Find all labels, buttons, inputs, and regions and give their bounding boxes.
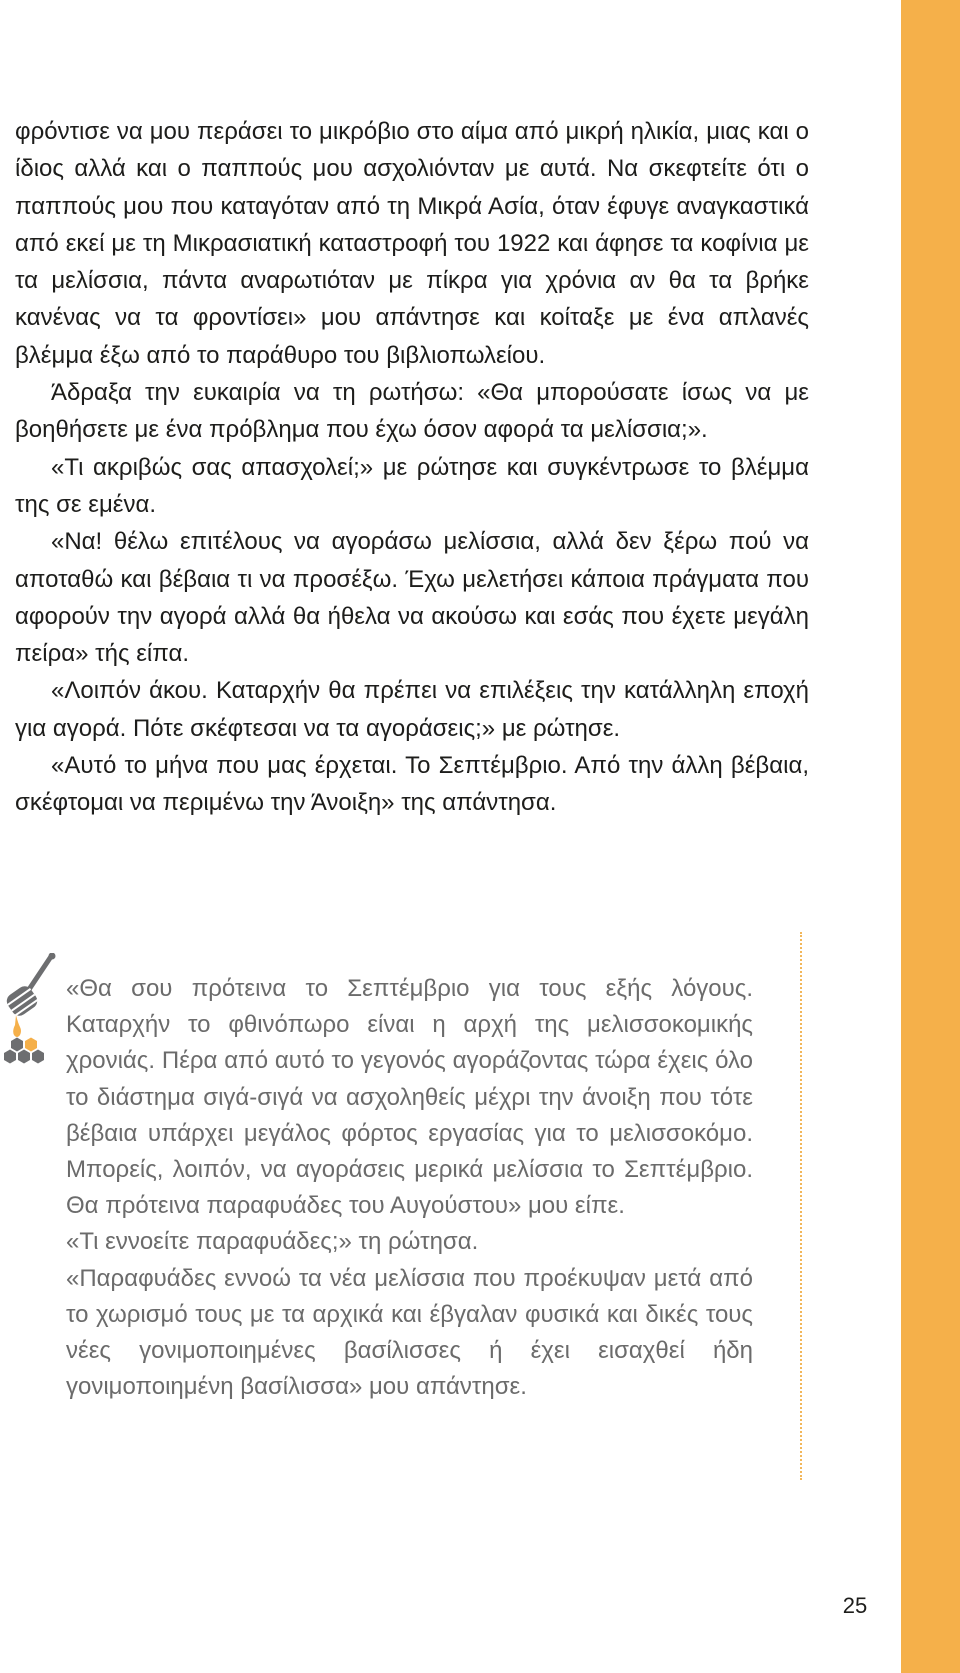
honey-drip xyxy=(13,1015,21,1037)
paragraph-dialogue: «Λοιπόν άκου. Καταρχήν θα πρέπει να επιλέξεις την κατάλληλη εποχή για αγορά. Πότε σκέφτεσαι να τα αγοράσεις;» με ρώτησε. xyxy=(15,677,809,742)
callout-text-block xyxy=(66,971,753,1405)
main-text-block xyxy=(15,113,809,822)
paragraph-dialogue: «Να! θέλω επιτέλους να αγοράσω μελίσσια, αλλά δεν ξέρω πού να αποταθώ και βέβαια τι να προσέξω. Έχω μελετήσει κάποια πράγματα που αφορούν την αγορά αλλά θα ήθελα να ακούσω και εσάς που έχετε μεγάλη πείρα» τής είπα. xyxy=(15,528,809,668)
paragraph-dialogue: Άδραξα την ευκαιρία να τη ρωτήσω: «Θα μπορούσατε ίσως να με βοηθήσετε με ένα πρόβλημα που έχω όσον αφορά τα μελίσσια;». xyxy=(15,379,809,444)
honeycomb-cells xyxy=(4,1038,44,1064)
paragraph-dialogue: «Τι ακριβώς σας απασχολεί;» με ρώτησε και συγκέντρωσε το βλέμμα της σε εμένα. xyxy=(15,453,809,518)
honey-dipper-honeycomb-icon xyxy=(0,953,56,1073)
paragraph-dialogue: «Αυτό το μήνα που μας έρχεται. Το Σεπτέμβριο. Από την άλλη βέβαια, σκέφτομαι να περιμένω την Άνοιξη» της απάντησα. xyxy=(15,752,809,817)
callout-paragraph: «Τι εννοείτε παραφυάδες;» τη ρώτησα. xyxy=(66,1228,479,1256)
callout-dotted-divider xyxy=(800,932,802,1480)
callout-paragraph: «Παραφυάδες εννοώ τα νέα μελίσσια που προέκυψαν μετά από το χωρισμό τους με τα αρχικά και έβγαλαν φυσικά και δικές τους νέες γονιμοποιημένες βασίλισσες ή έχει εισαχθεί ήδη γονιμοποιημένη βασίλισσα» μου απάντησε. xyxy=(66,1264,753,1401)
paragraph-continuation: φρόντισε να μου περάσει το μικρόβιο στο αίμα από μικρή ηλικία, μιας και ο ίδιος αλλά και ο παππούς μου ασχολιόνταν με αυτά. Να σκεφτείτε ότι ο παππούς μου που καταγόταν από τη Μικρά Ασία, όταν έφυγε αναγκαστικά από εκεί με τη Μικρασιατική καταστροφή του 1922 και άφησε τα κοφίνια με τα μελίσσια, πάντα αναρωτιόταν με πίκρα για χρόνια αν θα τα βρήκε κανένας να τα φροντίσει» μου απάντησε και κοίταξε με ένα απλανές βλέμμα έξω από το παράθυρο του βιβλιοπωλείου. xyxy=(15,118,809,369)
dipper-head xyxy=(4,983,41,1019)
dipper-handle xyxy=(28,953,56,991)
side-color-stripe xyxy=(901,0,960,1673)
page-number: 25 xyxy=(842,1593,868,1618)
callout-paragraph: «Θα σου πρότεινα το Σεπτέμβριο για τους εξής λόγους. Καταρχήν το φθινόπωρο είναι η αρχή της μελισσοκομικής χρονιάς. Πέρα από αυτό το γεγονός αγοράζοντας τώρα έχεις όλο το διάστημα σιγά-σιγά να ασχοληθείς μέχρι την άνοιξη που τότε βέβαια υπάρχει μεγάλος φόρτος εργασίας για το μελισσοκόμο. Μπορείς, λοιπόν, να αγοράσεις μερικά μελίσσια το Σεπτέμβριο. Θα πρότεινα παραφυάδες του Αυγούστου» μου είπε. xyxy=(66,975,753,1220)
